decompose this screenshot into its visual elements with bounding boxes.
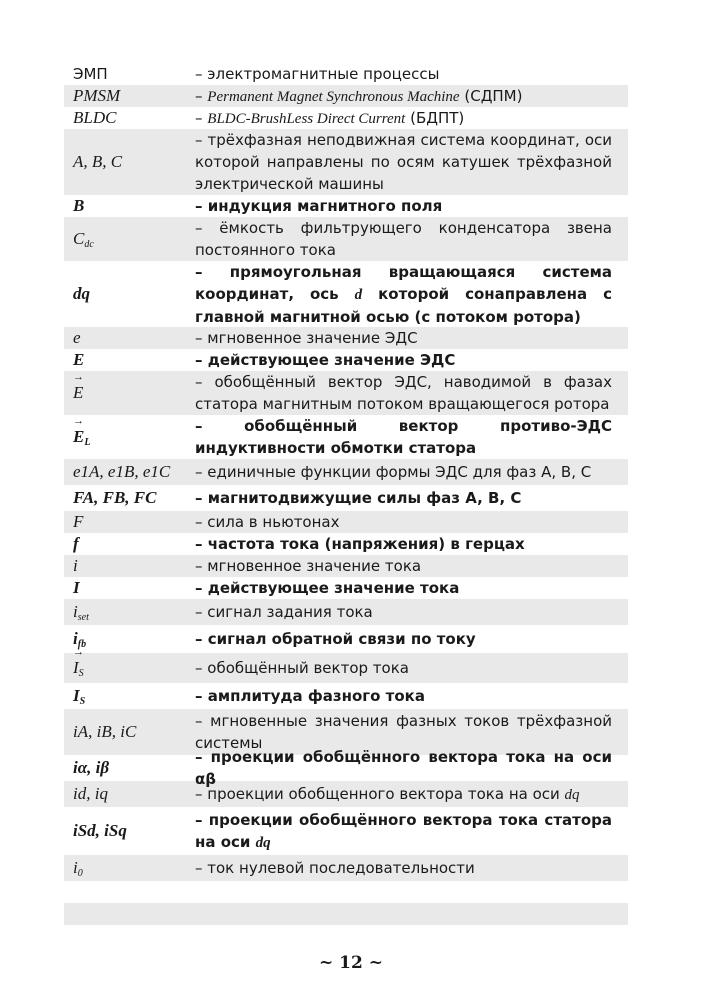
symbol-cell: iSd, iSq [73,821,127,840]
symbol-cell: E [73,350,85,369]
table-row [64,577,628,599]
symbol-cell: FA, FB, FC [73,488,157,507]
table-row [64,261,628,327]
symbol-cell: $i_{fb}$ [73,628,87,650]
symbol-cell: F [73,512,84,531]
symbol-cell: PMSM [73,86,121,105]
table-row [64,415,628,459]
symbol-cell: $i_{set}$ [73,601,89,623]
description-cell: – обобщённый вектор ЭДС, наводимой в фазах статора магнитным потоком вращающегося ротора [195,373,612,413]
table-row [64,599,628,625]
table-row [64,485,628,511]
table-row [64,63,628,85]
symbol-cell: A, B, C [73,152,123,171]
description-cell: – сигнал задания тока [195,603,373,621]
symbol-cell: → $E_L$ [64,427,195,448]
description-cell: – мгновенные значения фазных токов трёхфазной системы [195,712,612,752]
table-row [64,903,628,925]
symbol-cell: → $I_S$ [64,658,195,679]
table-row [64,781,628,807]
symbol-cell: e1A, e1B, e1C [73,462,171,481]
description-cell: – мгновенное значение ЭДС [195,329,418,347]
description-cell: – прямоугольная вращающаяся система координат, ось d которой сонаправлена с главной магнитной осью (с потоком ротора) [195,262,612,326]
description-cell: – ток нулевой последовательности [195,859,475,877]
table-row [64,881,628,903]
symbol-cell: B [73,196,85,215]
description-cell: – магнитодвижущие силы фаз A, B, C [195,489,522,507]
description-cell: – частота тока (напряжения) в герцах [195,535,525,553]
description-cell: – мгновенное значение тока [195,557,422,575]
description-cell: – единичные функции формы ЭДС для фаз A, B, C [195,463,592,481]
table-row [64,349,628,371]
symbol-cell: BLDC [73,108,117,127]
table-row [64,459,628,485]
description-cell: – трёхфазная неподвижная система координат, оси которой направлены по осям катушек трёхфазной электрической машины [195,131,612,193]
symbol-cell: $i_0$ [73,857,83,879]
symbol-cell: iA, iB, iC [73,722,137,741]
description-cell: – действующее значение ЭДС [195,351,456,369]
table-row [64,683,628,709]
table-row [64,748,628,788]
table-row [64,327,628,349]
table-row [64,195,628,217]
table-row [64,625,628,653]
description-cell: – индукция магнитного поля [195,197,443,215]
notation-table [64,63,628,925]
table-row [64,555,628,577]
table-row [64,217,628,261]
table-row [64,855,628,881]
description-cell: – проекции обобщенного вектора тока на оси dq [195,784,580,803]
symbol-cell: $I_S$ [73,685,86,707]
symbol-cell: i [73,556,78,575]
description-cell: – проекции обобщённого вектора тока статора на оси dq [195,810,612,851]
table-row [64,653,628,683]
table-row [64,533,628,555]
description-cell: – сила в ньютонах [195,513,340,531]
description-cell: – BLDC-BrushLess Direct Current (БДПТ) [195,108,465,127]
table-row [64,371,628,415]
symbol-cell: I [73,578,80,597]
symbol-cell: e [73,328,81,347]
symbol-cell: $C_{dc}$ [73,228,94,250]
symbol-cell: → E [64,383,195,403]
description-cell: – амплитуда фазного тока [195,687,425,705]
table-row [64,807,628,855]
description-cell: – сигнал обратной связи по току [195,630,476,648]
description-cell: – обобщённый вектор тока [195,659,409,677]
symbol-cell: id, iq [73,784,108,803]
table-row [64,107,628,129]
symbol-cell: dq [73,284,90,303]
description-cell: – Permanent Magnet Synchronous Machine (СДПМ) [195,86,523,105]
table-row [64,511,628,533]
description-cell: – действующее значение тока [195,579,460,597]
description-cell: – обобщённый вектор противо-ЭДС индуктивности обмотки статора [195,417,612,457]
table-row [64,129,628,195]
table-row [64,85,628,107]
description-cell: – проекции обобщённого вектора тока на оси αβ [195,748,612,788]
description-cell: – ёмкость фильтрующего конденсатора звена постоянного тока [195,219,612,259]
description-cell: – электромагнитные процессы [195,65,440,83]
page-number: ~ 12 ~ [319,953,383,973]
symbol-cell: ЭМП [73,65,108,83]
symbol-cell: f [73,534,79,553]
symbol-cell: iα, iβ [73,758,110,777]
